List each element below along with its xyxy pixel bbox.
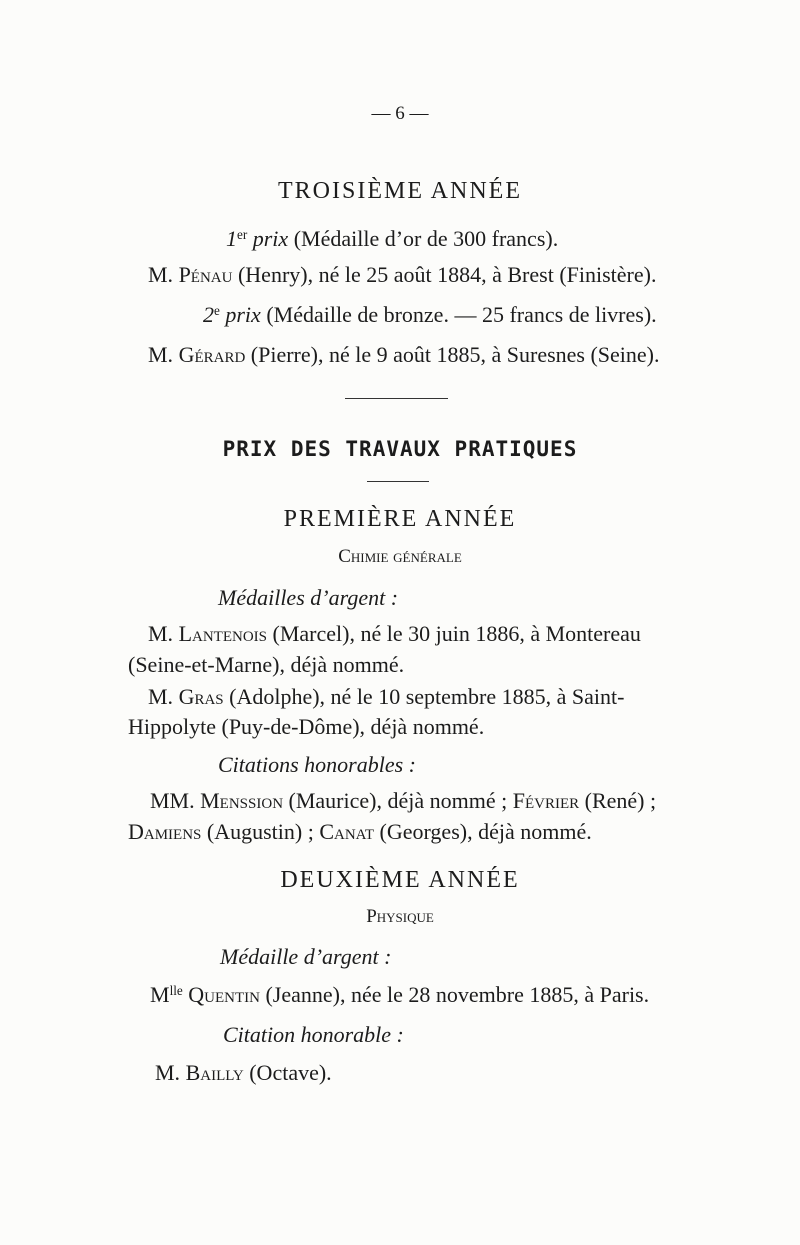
prix2-sup: e	[214, 302, 220, 318]
pw-rest: (Jeanne), née le 28 novembre 1885, à Paris.	[265, 982, 650, 1007]
prix1-word: prix	[252, 226, 289, 251]
troisieme-annee-heading: TROISIÈME ANNÉE	[278, 178, 522, 204]
m1-name: Lantenois	[178, 621, 267, 646]
cit-name: Bailly	[185, 1060, 244, 1085]
winner1-line	[148, 262, 656, 287]
pw-sup: lle	[169, 982, 183, 998]
m2-rest: (Adolphe), né le 10 septembre 1885, à Saint-	[229, 684, 625, 709]
winner2-title: M.	[148, 342, 174, 367]
c2-name2: Canat	[319, 819, 375, 844]
prix2-num: 2	[203, 302, 214, 327]
medaille1-line2: (Seine-et-Marne), déjà nommé.	[128, 652, 405, 677]
c1-title: MM.	[150, 788, 195, 813]
page-number: — 6 —	[371, 103, 429, 124]
pw-name: Quentin	[188, 982, 260, 1007]
chimie-subject: Chimie générale	[338, 546, 462, 567]
winner1-title: M.	[148, 262, 174, 287]
medaille-label: Médaille d’argent :	[220, 944, 392, 969]
c2-name1: Damiens	[128, 819, 202, 844]
m1-title: M.	[148, 621, 174, 646]
m2-title: M.	[148, 684, 174, 709]
medaille2-line2: Hippolyte (Puy-de-Dôme), déjà nommé.	[128, 714, 485, 739]
cit-rest: (Octave).	[249, 1060, 332, 1085]
winner1-rest: (Henry), né le 25 août 1884, à Brest (Finistère).	[237, 262, 657, 287]
heading-underline	[367, 481, 429, 482]
citation-line	[155, 1060, 332, 1085]
prix1-line	[226, 226, 558, 251]
prix2-desc: (Médaille de bronze. — 25 francs de livres).	[266, 302, 657, 327]
deuxieme-annee-heading: DEUXIÈME ANNÉE	[280, 867, 520, 893]
winner2-name: Gérard	[178, 342, 246, 367]
winner2-line	[148, 342, 660, 367]
c2-end: (Georges), déjà nommé.	[379, 819, 592, 844]
prix1-sup: er	[237, 226, 248, 242]
c1-end: (René) ;	[584, 788, 657, 813]
physique-winner-line	[150, 982, 649, 1007]
medaille2-line1	[148, 684, 624, 709]
cit-title: M.	[155, 1060, 181, 1085]
c2-mid: (Augustin) ;	[206, 819, 314, 844]
citations-label: Citations honorables :	[218, 752, 417, 777]
prix2-word: prix	[225, 302, 261, 327]
premiere-annee-heading: PREMIÈRE ANNÉE	[283, 506, 517, 532]
pw-title: M	[150, 982, 170, 1007]
c1-name2: Février	[512, 788, 580, 813]
m1-rest: (Marcel), né le 30 juin 1886, à Montereau	[272, 621, 641, 646]
citations-line2	[128, 819, 592, 844]
m2-name: Gras	[178, 684, 224, 709]
medaille1-line1	[148, 621, 641, 646]
prix1-desc: (Médaille d’or de 300 francs).	[293, 226, 559, 251]
winner1-name: Pénau	[178, 262, 233, 287]
prix1-num: 1	[226, 226, 237, 251]
physique-subject: Physique	[366, 906, 434, 927]
c1-mid: (Maurice), déjà nommé ;	[288, 788, 508, 813]
citations-line1	[150, 788, 656, 813]
prix-travaux-heading: PRIX DES TRAVAUX PRATIQUES	[222, 437, 578, 461]
medailles-label: Médailles d’argent :	[218, 585, 399, 610]
section-divider	[345, 398, 448, 399]
prix2-line	[203, 302, 657, 327]
citation-label: Citation honorable :	[223, 1022, 404, 1047]
c1-name1: Menssion	[200, 788, 284, 813]
winner2-rest: (Pierre), né le 9 août 1885, à Suresnes (Seine).	[250, 342, 660, 367]
